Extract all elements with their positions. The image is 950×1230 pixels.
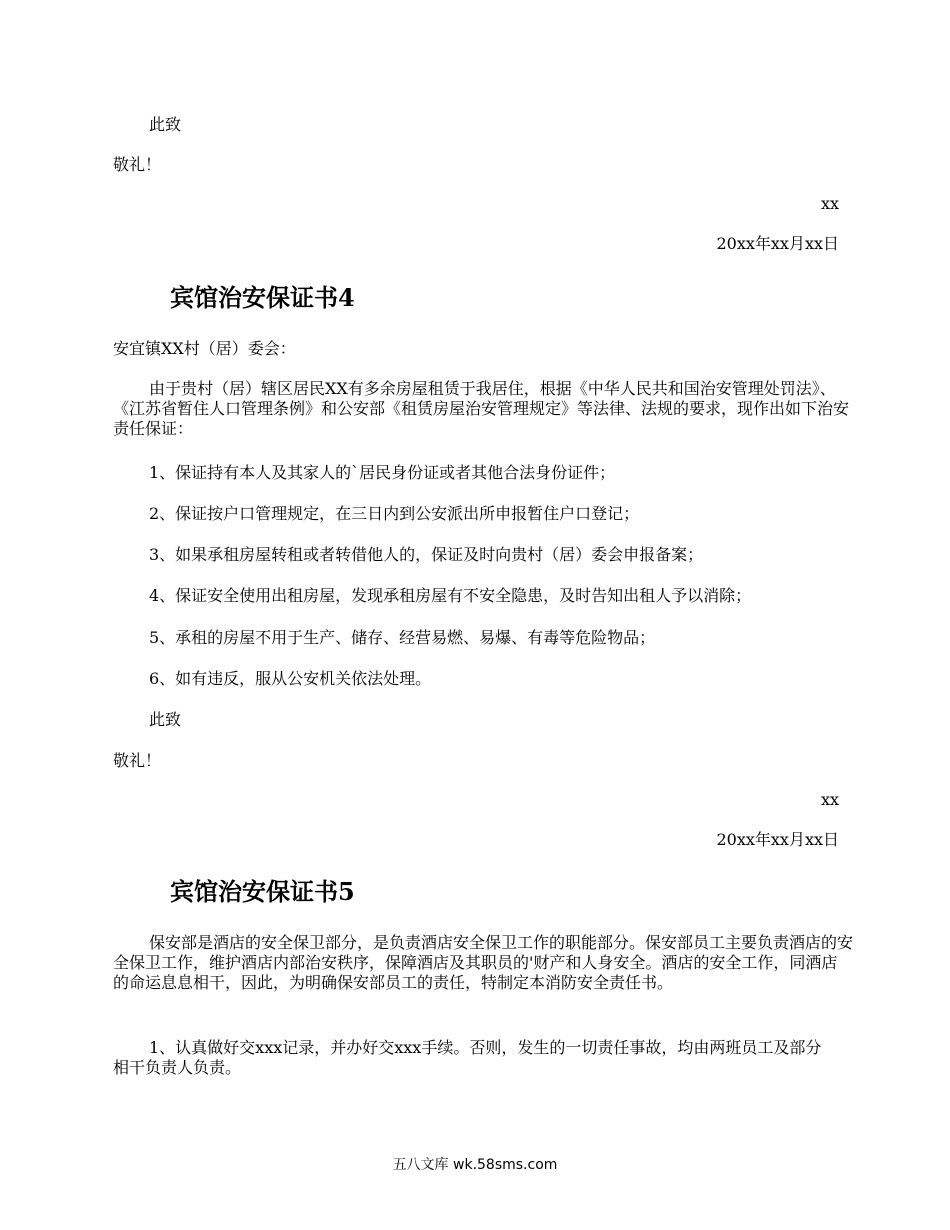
section4-item-3: 3、如果承租房屋转租或者转借他人的，保证及时向贵村（居）委会申报备案； [149,545,704,564]
section5-intro: 保安部是酒店的安全保卫部分，是负责酒店安全保卫工作的职能部分。保安部员工主要负责酒店的安全保卫工作，维护酒店内部治安秩序，保障酒店及其职员的'财产和人身安全。酒店的安全工作，同酒店的命运息息相干，因此，为明确保安部员工的责任，特制定本消防安全责任书。 [113,933,854,992]
section4-title: 宾馆治安保证书4 [170,283,355,312]
section4-item-6: 6、如有违反，服从公安机关依法处理。 [149,669,432,688]
section4-item-5: 5、承租的房屋不用于生产、储存、经营易燃、易爆、有毒等危险物品； [149,628,656,647]
salutation-text: 此致 [149,115,182,134]
section5-title: 宾馆治安保证书5 [170,877,355,906]
section4-item-4: 4、保证安全使用出租房屋，发现承租房屋有不安全隐患，及时告知出租人予以消除； [149,586,752,605]
signer-text: xx [820,194,839,213]
section5-item-1: 1、认真做好交xxx记录，并办好交xxx手续。否则，发生的一切责任事故，均由两班员工及部分相干负责人负责。 [113,1038,822,1077]
section4-date: 20xx年xx月xx日 [716,830,839,849]
section4-item-1: 1、保证持有本人及其家人的`居民身份证或者其他合法身份证件； [149,463,616,482]
footer-watermark: 五八文库 wk.58sms.com [392,1157,558,1173]
section4-signer: xx [820,790,839,809]
section4-intro: 由于贵村（居）辖区居民XX有多余房屋租赁于我居住，根据《中华人民共和国治安管理处罚法》、《江苏省暂住人口管理条例》和公安部《租赁房屋治安管理规定》等法律、法规的要求，现作出如下治安责任保证： [113,379,850,438]
section4-regards: 敬礼！ [113,751,162,770]
section4-addressee: 安宜镇XX村（居）委会： [113,339,296,358]
section4-item-2: 2、保证按户口管理规定，在三日内到公安派出所申报暂住户口登记； [149,504,640,523]
regards-text: 敬礼！ [113,155,162,174]
date-text: 20xx年xx月xx日 [716,234,839,253]
section4-salutation: 此致 [149,710,182,729]
